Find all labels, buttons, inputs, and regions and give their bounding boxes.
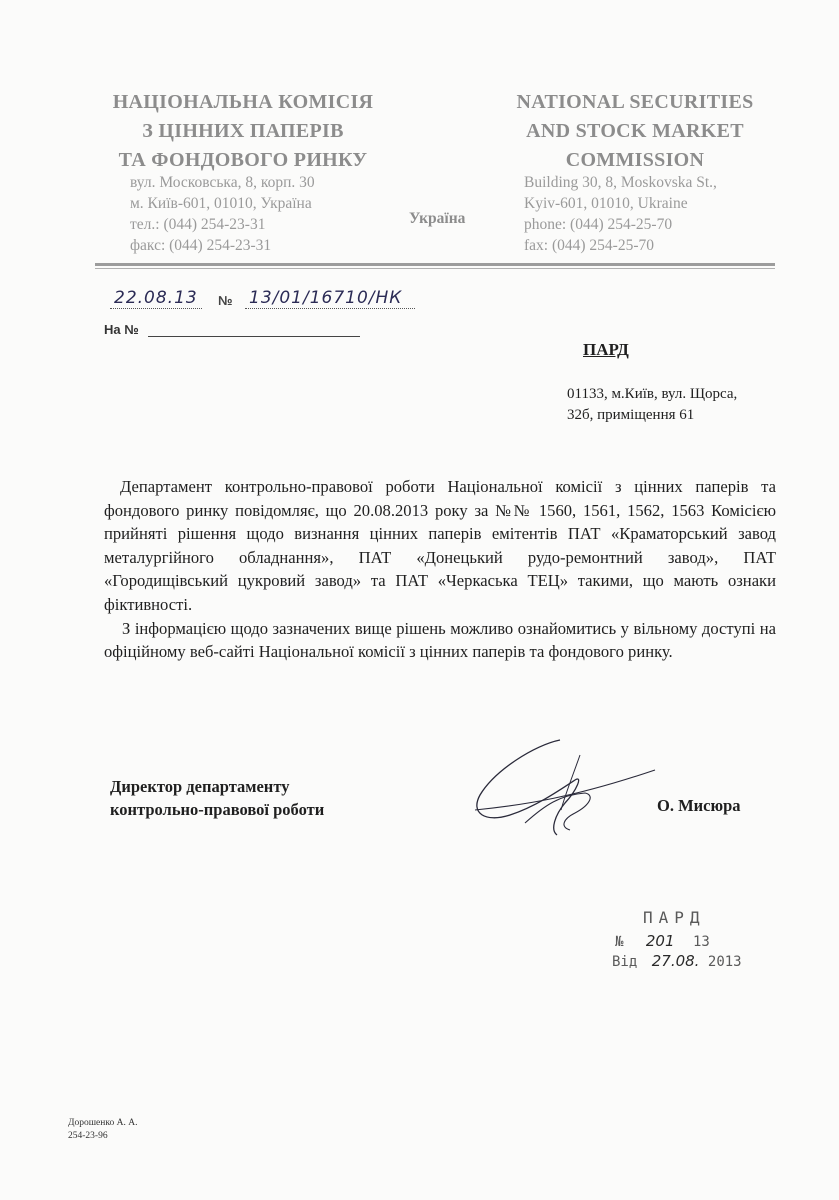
letterhead-divider-thin <box>95 268 775 269</box>
stamp-date-year: 2013 <box>707 954 742 970</box>
incoming-stamp-org: ПАРД <box>643 908 706 927</box>
outgoing-number-label: № <box>218 293 233 308</box>
recipient-address-line: 01133, м.Київ, вул. Щорса, <box>567 386 738 402</box>
stamp-number-prefix: № <box>615 934 624 950</box>
address-line: м. Київ-601, 01010, Україна <box>130 195 312 212</box>
recipient-address-line: 32б, приміщення 61 <box>567 407 695 423</box>
executor-info <box>68 1117 137 1143</box>
outgoing-number: 13/01/16710/НК <box>245 288 415 309</box>
address-line: Building 30, 8, Moskovska St., <box>524 174 717 191</box>
letterhead-ua-name <box>108 88 378 175</box>
reference-blank-line <box>148 336 360 337</box>
reference-label: На № <box>104 322 139 337</box>
address-line: вул. Московська, 8, корп. 30 <box>130 174 315 191</box>
stamp-date-prefix: Від <box>612 954 638 970</box>
incoming-stamp-date <box>612 952 742 970</box>
signatory-title-line: Директор департаменту <box>110 777 290 796</box>
stamp-date-handwritten: 27.08. <box>651 952 700 970</box>
letterhead-ua-line: З ЦІННИХ ПАПЕРІВ <box>142 120 344 142</box>
letterhead-en-line: COMMISSION <box>565 149 705 171</box>
executor-phone: 254-23-96 <box>68 1131 108 1141</box>
incoming-stamp-number <box>615 932 710 950</box>
address-line: phone: (044) 254-25-70 <box>524 216 673 233</box>
stamp-number-handwritten: 201 <box>645 932 675 950</box>
outgoing-date: 22.08.13 <box>110 288 202 309</box>
address-line: Kyiv-601, 01010, Ukraine <box>524 195 688 212</box>
stamp-number-suffix: 13 <box>692 934 710 950</box>
letterhead-divider <box>95 263 775 266</box>
letterhead-en-address <box>524 172 717 256</box>
recipient-name: ПАРД <box>583 340 629 359</box>
signatory-title-line: контрольно-правової роботи <box>110 800 325 819</box>
letter-body <box>104 475 776 664</box>
letterhead-en-name <box>500 88 770 175</box>
letterhead-ua-address <box>130 172 315 256</box>
letterhead-ua-line: ТА ФОНДОВОГО РИНКУ <box>118 149 368 171</box>
address-line: тел.: (044) 254-23-31 <box>130 216 266 233</box>
body-paragraph: Департамент контрольно-правової роботи Національної комісії з цінних паперів та фондового ринку повідомляє, що 20.08.2013 року за №№ 1560, 1561, 1562, 1563 Комісією прийняті рішення щодо визнання цінних паперів емітентів ПАТ «Краматорський завод металургійного обладнання», ПАТ «Донецький рудо-ремонтний завод», ПАТ «Городищівський цукровий завод» та ПАТ «Черкаська ТЕЦ» такими, що мають ознаки фіктивності. <box>104 477 776 614</box>
handwritten-signature <box>465 735 665 845</box>
address-line: факс: (044) 254-23-31 <box>130 237 272 254</box>
letterhead-ua-line: НАЦІОНАЛЬНА КОМІСІЯ <box>112 91 374 113</box>
signatory-name: О. Мисюра <box>657 796 741 815</box>
letterhead-country: Україна <box>409 210 466 227</box>
address-line: fax: (044) 254-25-70 <box>524 237 654 254</box>
body-paragraph: З інформацією щодо зазначених вище рішень можливо ознайомитись у вільному доступі на офіційному веб-сайті Національної комісії з цінних паперів та фондового ринку. <box>104 618 776 662</box>
signatory-title <box>110 775 324 821</box>
letterhead-en-line: AND STOCK MARKET <box>526 120 744 142</box>
executor-name: Дорошенко А. А. <box>68 1118 138 1128</box>
recipient-address <box>567 384 737 426</box>
letterhead-en-line: NATIONAL SECURITIES <box>516 91 754 113</box>
